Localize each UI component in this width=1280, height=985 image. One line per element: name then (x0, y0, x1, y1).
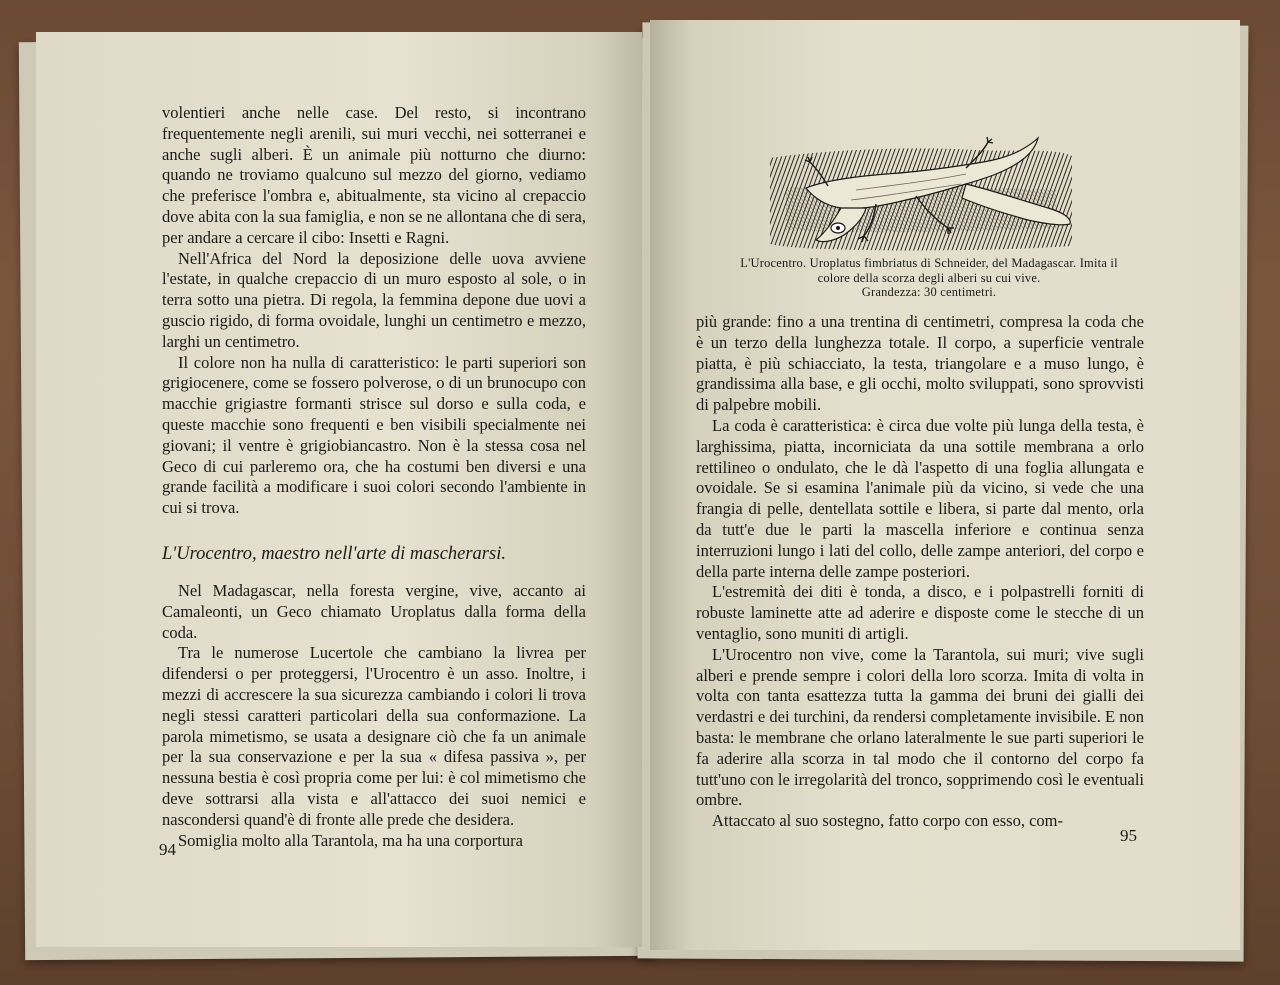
page-number: 94 (159, 840, 176, 859)
paragraph: Attaccato al suo sostegno, fatto corpo con esso, com- (712, 811, 1063, 831)
paragraph: volentieri anche nelle case. Del resto, si incontrano frequentemente negli arenili, sui muri vecchi, nei sotterranei e anche sugli alberi. È un animale più notturno che diurno: quando ne troviamo qualcuno sul mezzo del giorno, vediamo che preferisce l'ombra e, abitualmente, sta vicino al crepaccio dove abita con la sua famiglia, e non se ne allontana che di sera, per andare a cercare il cibo: Insetti e Ragni. (162, 103, 586, 247)
page-number: 95 (1120, 826, 1137, 845)
paragraph: Il colore non ha nulla di caratteristico: le parti superiori son grigiocenere, come se fossero polverose, o di un brunocupo con macchie grigiastre formanti strisce sul dorso e sulla coda, e queste macchie sono frequenti e ben visibili specialmente nei giovani; il ventre è grigiobiancastro. Non è la stessa cosa nel Geco di cui parleremo ora, che ha costumi ben diversi e una grande facilità a modificare i suoi colori secondo l'ambiente in cui si trova. (162, 352, 586, 518)
paragraph: L'Urocentro non vive, come la Tarantola, sui muri; vive sugli alberi e prende sempre i colori della loro scorza. Imita di volta in volta con tanta esattezza tutta la gamma dei bruni dei gialli dei verdastri e dei turchini, da rendersi completamente invisibile. E non basta: le membrane che orlano lateralmente le sue parti superiori le fa aderire alla scorza in tal modo che il contorno del corpo fa tutt'uno con le irregolarità del tronco, sopprimendo così le eventuali ombre. (696, 644, 1144, 810)
paragraph: Nell'Africa del Nord la deposizione delle uova avviene l'estate, in qualche crepaccio di un muro esposto al sole, o in terra sotto una pietra. Di regola, la femmina depone due uovi a guscio rigido, di forma ovoidale, lunghi un centimetro e mezzo, larghi un centimetro. (162, 248, 586, 351)
gecko-illustration-icon (766, 128, 1076, 253)
caption-size: Grandezza: 30 centimetri. (861, 285, 997, 299)
paragraph: Somiglia molto alla Tarantola, ma ha una corportura (178, 830, 523, 850)
section-heading: L'Urocentro, maestro nell'arte di mascherarsi. (162, 543, 506, 564)
right-page (650, 20, 1240, 950)
caption-text: L'Urocentro. Uroplatus fimbriatus di Schneider, del Madagascar. Imita il colore della scorza degli alberi su cui vive. (740, 256, 1118, 285)
right-text-block (696, 312, 1144, 832)
paragraph: Tra le numerose Lucertole che cambiano la livrea per difendersi o per proteggersi, l'Urocentro è un asso. Inoltre, i mezzi di accrescere la sua sicurezza cambiando i colori li trova negli stessi caratteri particolari della sua conformazione. La parola mimetismo, se usata a designare ciò che fa un animale per la sua conservazione e per la sua « difesa passiva », per nessuna bestia è così propria come per lui: è col mimetismo che deve sottrarsi alla vista e all'attacco dei suoi nemici e nascondersi quand'è di fronte alle prede che desidera. (162, 643, 586, 829)
paragraph: La coda è caratteristica: è circa due volte più lunga della testa, è larghissima, piatta, incorniciata da una sottile membrana a orlo rettilineo o ondulato, che le dà l'aspetto di una foglia allungata e ovoidale. Se si esamina l'animale più da vicino, si vede che una frangia di pelle, dentellata sottile e libera, si parte dal mento, orla da tutt'e due le parti la mascella inferiore e continua senza interruzioni lungo i lati del collo, delle zampe anteriori, del corpo e della parte interna delle zampe posteriori. (696, 415, 1144, 581)
figure-caption (734, 256, 1124, 300)
paragraph: L'estremità dei diti è tonda, a disco, e i polpastrelli forniti di robuste laminette atte ad aderire e disposte come le stecche di un ventaglio, sono muniti di artigli. (696, 582, 1144, 643)
left-text-block (162, 103, 586, 851)
paragraph: più grande: fino a una trentina di centimetri, compresa la coda che è un terzo della lunghezza totale. Il corpo, a superficie ventrale piatta, è più schiacciato, la testa, triangolare e a muso lungo, è grandissima alla base, e gli occhi, molto sviluppati, sono sprovvisti di palpebre mobili. (696, 312, 1144, 415)
paragraph: Nel Madagascar, nella foresta vergine, vive, accanto ai Camaleonti, un Geco chiamato Uroplatus dalla forma della coda. (162, 580, 586, 642)
left-page (36, 32, 642, 947)
